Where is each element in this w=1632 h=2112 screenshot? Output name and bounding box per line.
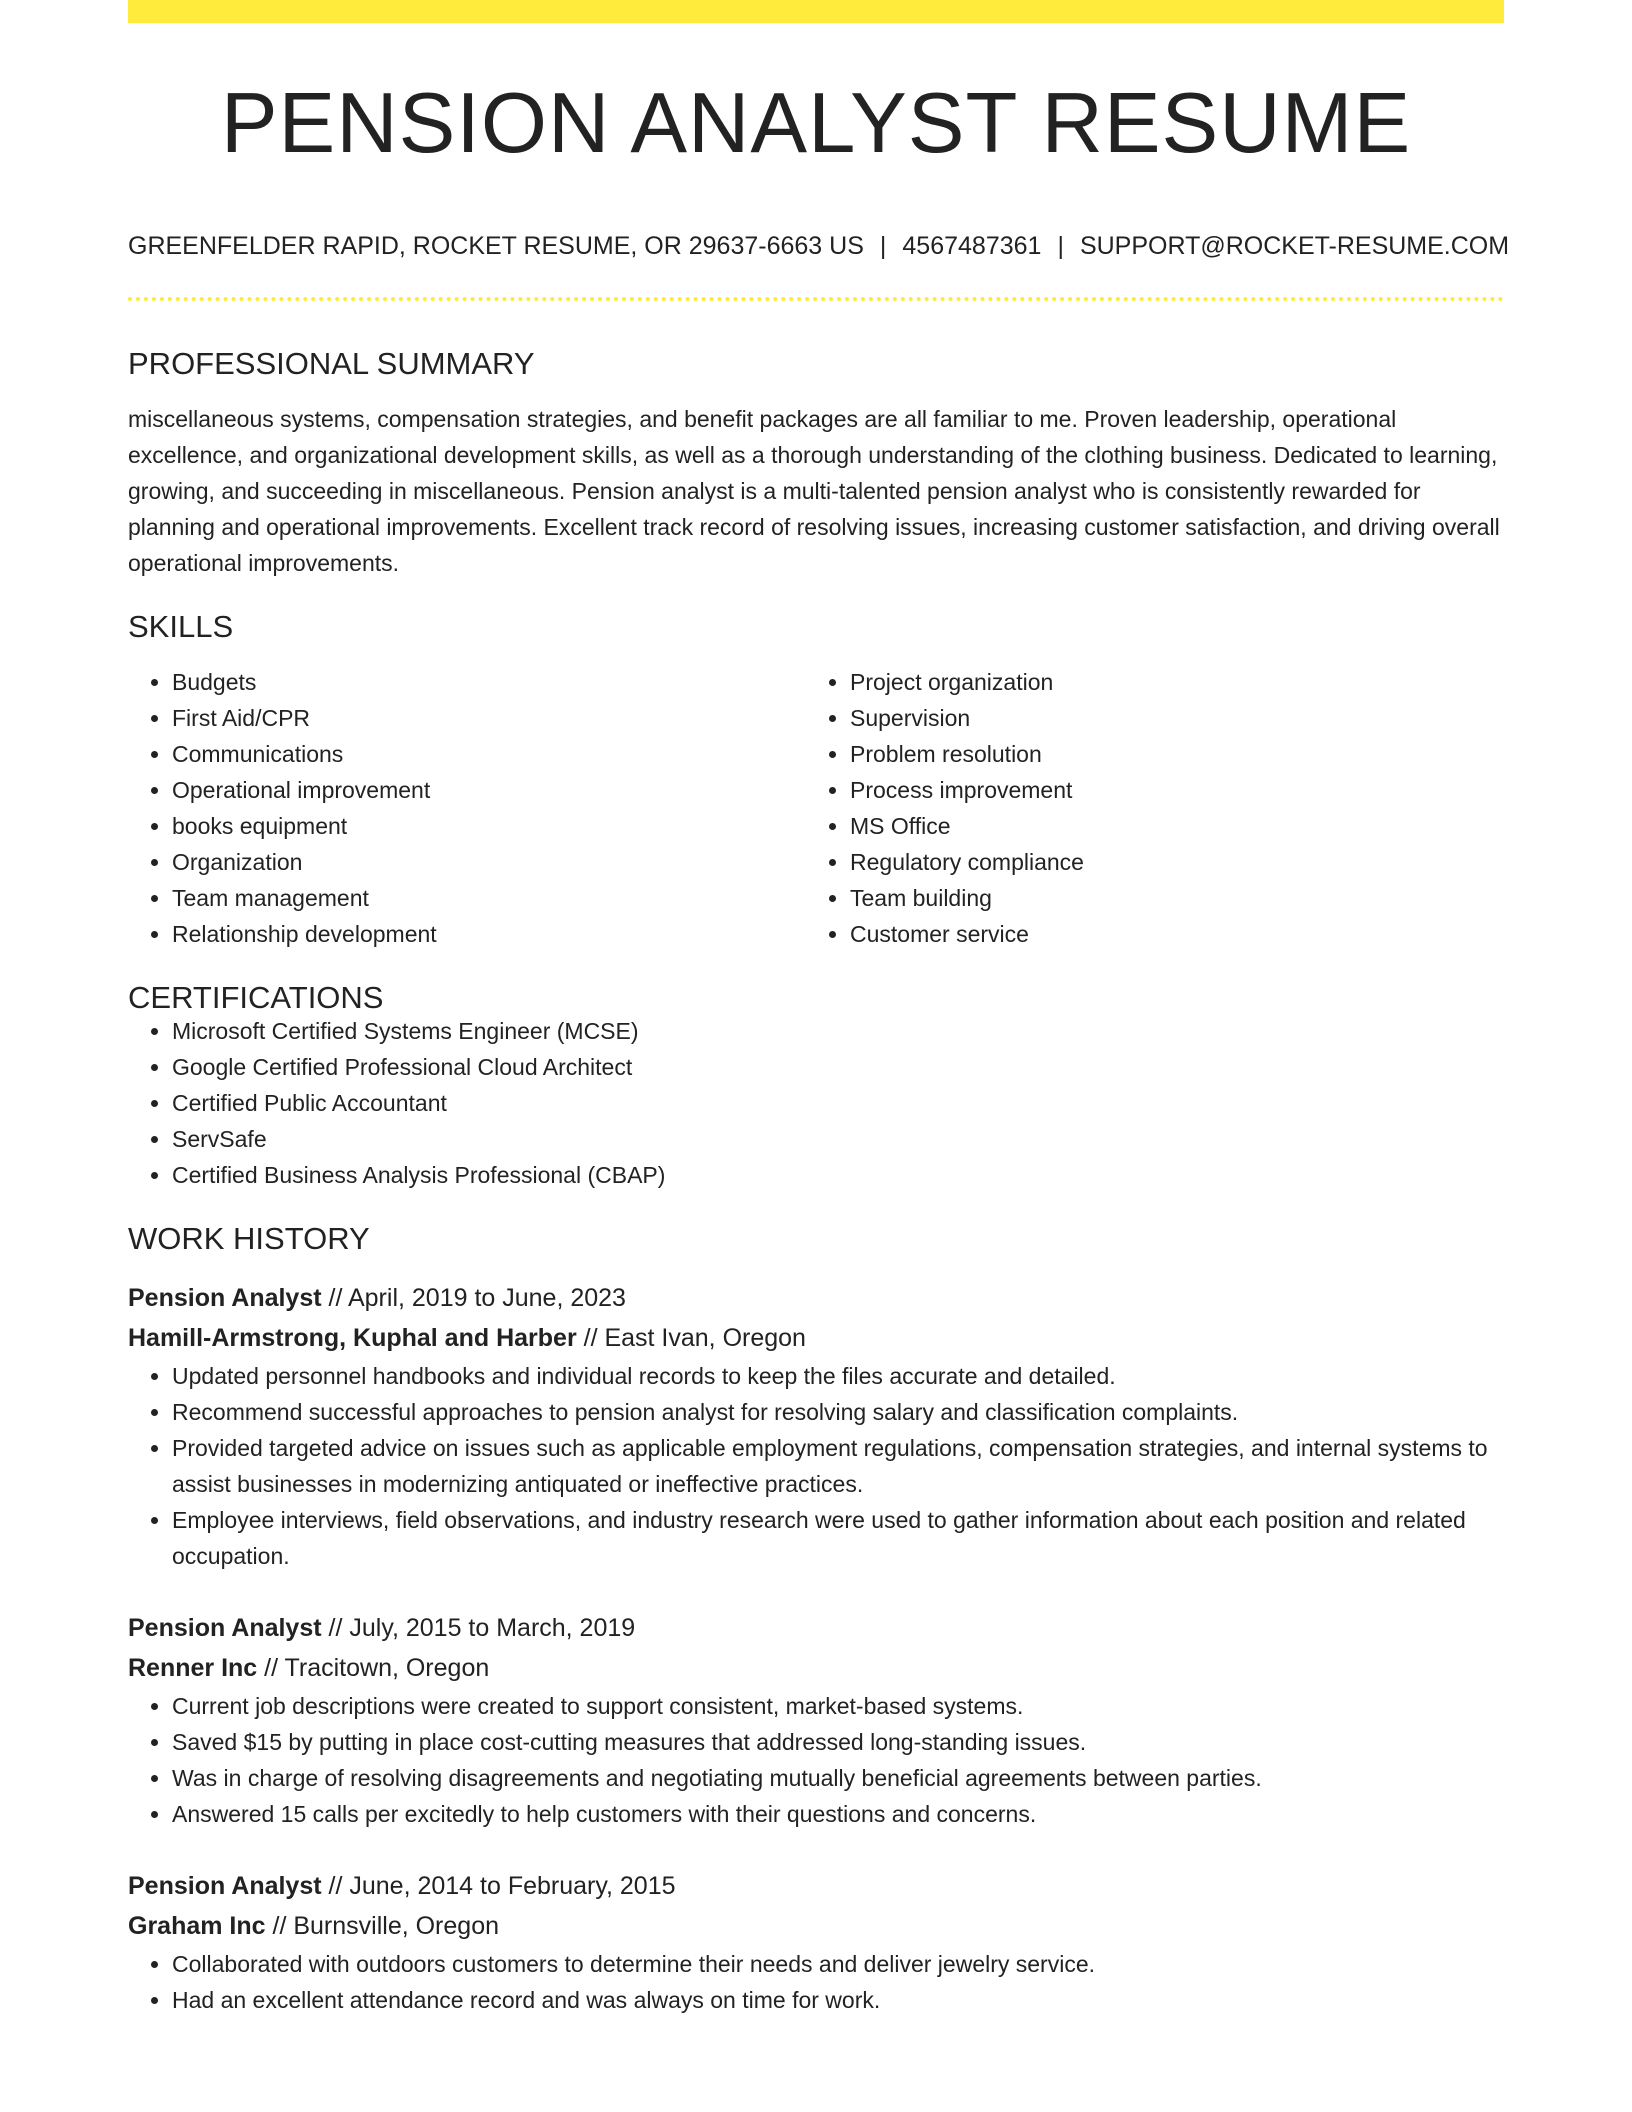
work-history-heading: WORK HISTORY (128, 1221, 370, 1256)
job-bullet: • Recommend successful approaches to pension analyst for resolving salary and classification complaints. (172, 1394, 1504, 1430)
skill-item: • First Aid/CPR (172, 700, 806, 736)
certification-item: • Certified Public Accountant (172, 1085, 1504, 1121)
job-role: Pension Analyst (128, 1872, 322, 1900)
summary-text: miscellaneous systems, compensation strategies, and benefit packages are all familiar to me. Proven leadership, operational excellence, and organizational development skills, as well as a thorough understanding of the clothing business. Dedicated to learning, growing, and succeeding in miscellaneous. Pension analyst is a multi-talented pension analyst who is consistently rewarded for planning and operational improvements. Excellent track record of resolving issues, increasing customer satisfaction, and driving overall operational improvements. (128, 406, 1500, 576)
job-entry (128, 1278, 1504, 1574)
job-dates: // June, 2014 to February, 2015 (321, 1872, 676, 1900)
job-role-line (128, 1278, 1504, 1318)
certification-item: • Microsoft Certified Systems Engineer (MCSE) (172, 1013, 1504, 1049)
skill-item: • Regulatory compliance (850, 844, 1484, 880)
contact-address: GREENFELDER RAPID, ROCKET RESUME, OR 29637-6663 US (128, 232, 864, 260)
top-accent-bar (128, 0, 1504, 23)
skill-item: • Organization (172, 844, 806, 880)
contact-separator: | (1057, 232, 1064, 260)
skill-item: • Problem resolution (850, 736, 1484, 772)
skill-item: • Team management (172, 880, 806, 916)
job-bullet: • Answered 15 calls per excitedly to help customers with their questions and concerns. (172, 1796, 1504, 1832)
job-role: Pension Analyst (128, 1614, 322, 1642)
certifications-list (128, 1013, 1504, 1193)
job-company: Renner Inc (128, 1654, 258, 1682)
contact-email: SUPPORT@ROCKET-RESUME.COM (1079, 232, 1510, 260)
job-company: Graham Inc (128, 1912, 266, 1940)
job-company-line (128, 1648, 1504, 1688)
job-company-line (128, 1906, 1504, 1946)
job-entry (128, 1866, 1504, 2018)
skill-item: • Team building (850, 880, 1484, 916)
certifications-heading: CERTIFICATIONS (128, 980, 384, 1015)
skill-item: • Project organization (850, 664, 1484, 700)
job-bullet: • Collaborated with outdoors customers to determine their needs and deliver jewelry service. (172, 1946, 1504, 1982)
skill-item: • MS Office (850, 808, 1484, 844)
skill-item: • Customer service (850, 916, 1484, 952)
skills-grid (128, 664, 1504, 952)
skill-item: • Communications (172, 736, 806, 772)
job-bullet: • Current job descriptions were created to support consistent, market-based systems. (172, 1688, 1504, 1724)
job-bullet: • Had an excellent attendance record and was always on time for work. (172, 1982, 1504, 2018)
resume-page (128, 0, 1510, 2018)
job-bullet: • Employee interviews, field observations, and industry research were used to gather information about each position and related occupation. (172, 1502, 1504, 1574)
dotted-divider (128, 297, 1504, 301)
job-bullets (128, 1688, 1504, 1832)
skill-item: • Supervision (850, 700, 1484, 736)
job-location: // Tracitown, Oregon (257, 1654, 490, 1682)
resume-title: PENSION ANALYST RESUME (220, 76, 1412, 171)
certification-item: • Certified Business Analysis Professional (CBAP) (172, 1157, 1504, 1193)
job-dates: // April, 2019 to June, 2023 (321, 1284, 626, 1312)
certification-item: • Google Certified Professional Cloud Architect (172, 1049, 1504, 1085)
certification-item: • ServSafe (172, 1121, 1504, 1157)
job-company-line (128, 1318, 1504, 1358)
job-role-line (128, 1866, 1504, 1906)
skill-item: • Operational improvement (172, 772, 806, 808)
skill-item: • Process improvement (850, 772, 1484, 808)
job-role-line (128, 1608, 1504, 1648)
job-dates: // July, 2015 to March, 2019 (321, 1614, 636, 1642)
job-bullet: • Updated personnel handbooks and individual records to keep the files accurate and detailed. (172, 1358, 1504, 1394)
job-entry (128, 1608, 1504, 1832)
job-location: // Burnsville, Oregon (265, 1912, 499, 1940)
job-company: Hamill-Armstrong, Kuphal and Harber (128, 1324, 577, 1352)
job-bullets (128, 1358, 1504, 1574)
job-role: Pension Analyst (128, 1284, 322, 1312)
contact-separator: | (879, 232, 887, 260)
skills-list-right (806, 664, 1484, 952)
job-location: // East Ivan, Oregon (576, 1324, 806, 1352)
contact-phone: 4567487361 (902, 232, 1042, 260)
skill-item: • Budgets (172, 664, 806, 700)
job-bullet: • Saved $15 by putting in place cost-cutting measures that addressed long-standing issues. (172, 1724, 1504, 1760)
skills-heading: SKILLS (128, 609, 234, 644)
job-bullet: • Provided targeted advice on issues such as applicable employment regulations, compensation strategies, and internal systems to assist businesses in modernizing antiquated or ineffective practices. (172, 1430, 1504, 1502)
skill-item: • Relationship development (172, 916, 806, 952)
job-bullets (128, 1946, 1504, 2018)
skill-item: • books equipment (172, 808, 806, 844)
summary-heading: PROFESSIONAL SUMMARY (128, 346, 535, 381)
contact-line (128, 232, 1510, 260)
skills-list-left (128, 664, 806, 952)
job-bullet: • Was in charge of resolving disagreements and negotiating mutually beneficial agreements between parties. (172, 1760, 1504, 1796)
